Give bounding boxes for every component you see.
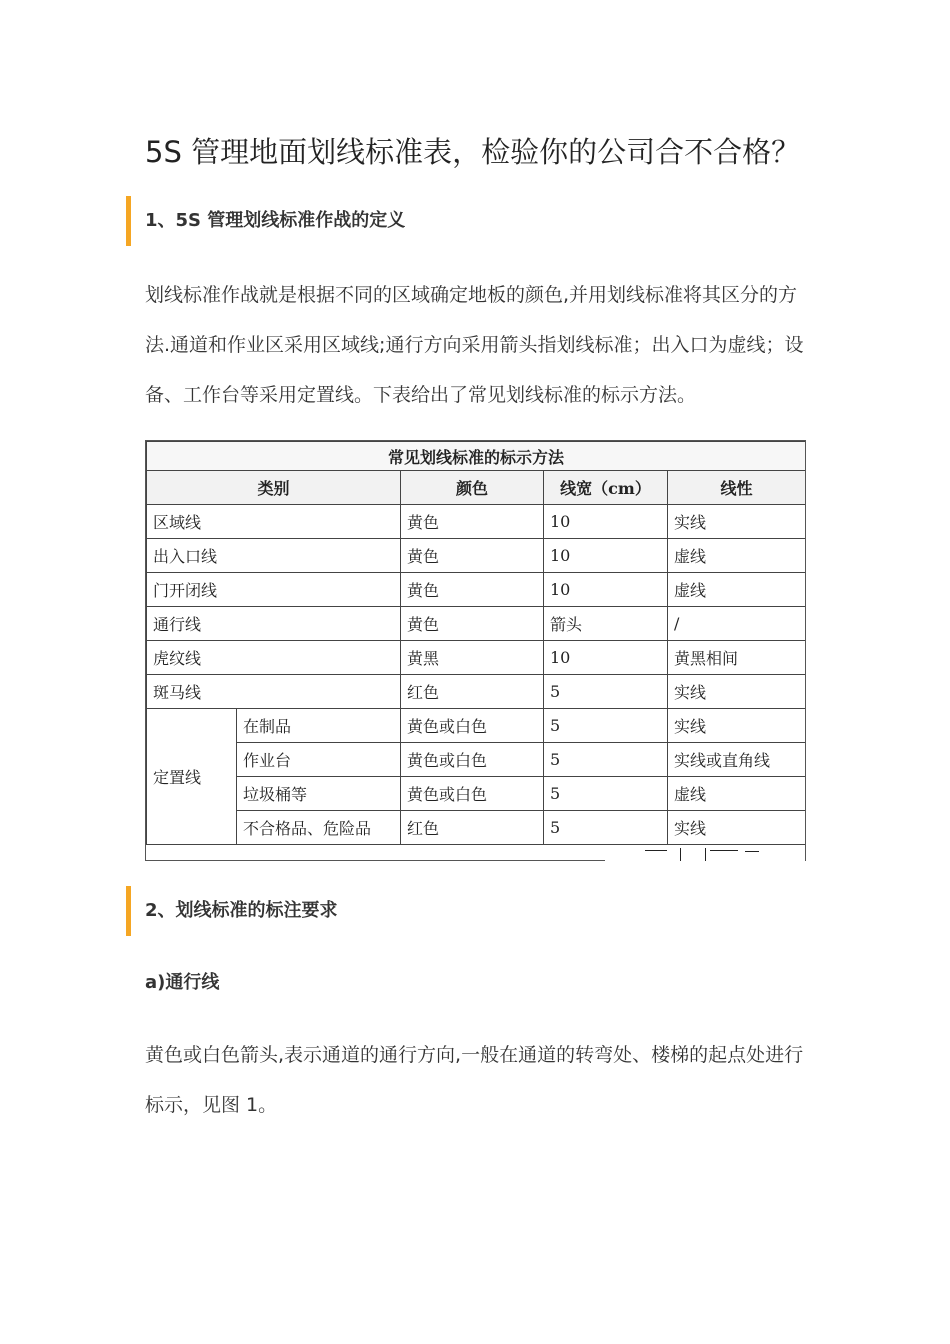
cell-type: / [668, 607, 806, 641]
line-standard-table [146, 441, 806, 845]
cell-color: 黄色 [401, 539, 544, 573]
paragraph-line: 标示，见图 1。 [145, 1094, 278, 1116]
table-row [147, 641, 806, 675]
cell-subcategory: 在制品 [237, 709, 401, 743]
section-heading-marking-requirements: 2、划线标准的标注要求 [126, 886, 338, 936]
cell-type: 实线 [668, 675, 806, 709]
cell-width: 10 [544, 573, 668, 607]
table-row [147, 709, 806, 743]
cell-category: 斑马线 [147, 675, 401, 709]
cell-group-category: 定置线 [147, 709, 237, 845]
paragraph-line: 法.通道和作业区采用区域线;通行方向采用箭头指划线标准；出入口为虚线；设 [145, 334, 804, 356]
image-crop-artifact [605, 848, 805, 861]
table-caption: 常见划线标准的标示方法 [147, 442, 806, 471]
cell-width: 10 [544, 641, 668, 675]
cell-type: 黄黑相间 [668, 641, 806, 675]
cell-category: 虎纹线 [147, 641, 401, 675]
cell-subcategory: 垃圾桶等 [237, 777, 401, 811]
table-row [147, 811, 806, 845]
cell-type: 虚线 [668, 539, 806, 573]
header-color: 颜色 [401, 471, 544, 505]
cell-category: 门开闭线 [147, 573, 401, 607]
paragraph-line: 划线标准作战就是根据不同的区域确定地板的颜色,并用划线标准将其区分的方 [145, 284, 798, 306]
header-width: 线宽（cm） [544, 471, 668, 505]
table-row [147, 573, 806, 607]
table-row [147, 539, 806, 573]
table-row [147, 777, 806, 811]
section-heading-definition: 1、5S 管理划线标准作战的定义 [126, 196, 405, 246]
header-category: 类别 [147, 471, 401, 505]
cell-color: 红色 [401, 811, 544, 845]
cell-color: 黄黑 [401, 641, 544, 675]
cell-color: 黄色 [401, 607, 544, 641]
cell-width: 10 [544, 505, 668, 539]
table-row [147, 505, 806, 539]
line-standard-table-image [145, 440, 806, 861]
cell-color: 黄色 [401, 573, 544, 607]
header-type: 线性 [668, 471, 806, 505]
paragraph-line: 黄色或白色箭头,表示通道的通行方向,一般在通道的转弯处、楼梯的起点处进行 [145, 1044, 804, 1066]
cell-subcategory: 作业台 [237, 743, 401, 777]
paragraph-line: 备、工作台等采用定置线。下表给出了常见划线标准的标示方法。 [145, 384, 697, 406]
cell-width: 5 [544, 777, 668, 811]
cell-type: 虚线 [668, 573, 806, 607]
cell-color: 黄色或白色 [401, 709, 544, 743]
cell-width: 10 [544, 539, 668, 573]
subheading-passage-line: a)通行线 [145, 972, 220, 993]
table-header-row [147, 471, 806, 505]
cell-type: 实线 [668, 709, 806, 743]
cell-type: 虚线 [668, 777, 806, 811]
cell-subcategory: 不合格品、危险品 [237, 811, 401, 845]
cell-type: 实线 [668, 811, 806, 845]
table-row [147, 743, 806, 777]
page-title: 5S 管理地面划线标准表，检验你的公司合不合格？ [145, 135, 801, 169]
cell-color: 黄色或白色 [401, 777, 544, 811]
cell-category: 出入口线 [147, 539, 401, 573]
definition-paragraph [145, 270, 810, 420]
cell-width: 5 [544, 675, 668, 709]
cell-width: 5 [544, 709, 668, 743]
passage-line-paragraph [145, 1030, 810, 1130]
cell-category: 区域线 [147, 505, 401, 539]
cell-category: 通行线 [147, 607, 401, 641]
table-row [147, 607, 806, 641]
cell-type: 实线或直角线 [668, 743, 806, 777]
cell-color: 红色 [401, 675, 544, 709]
cell-color: 黄色 [401, 505, 544, 539]
cell-type: 实线 [668, 505, 806, 539]
cell-width: 5 [544, 743, 668, 777]
cell-width: 箭头 [544, 607, 668, 641]
cell-width: 5 [544, 811, 668, 845]
cell-color: 黄色或白色 [401, 743, 544, 777]
table-row [147, 675, 806, 709]
